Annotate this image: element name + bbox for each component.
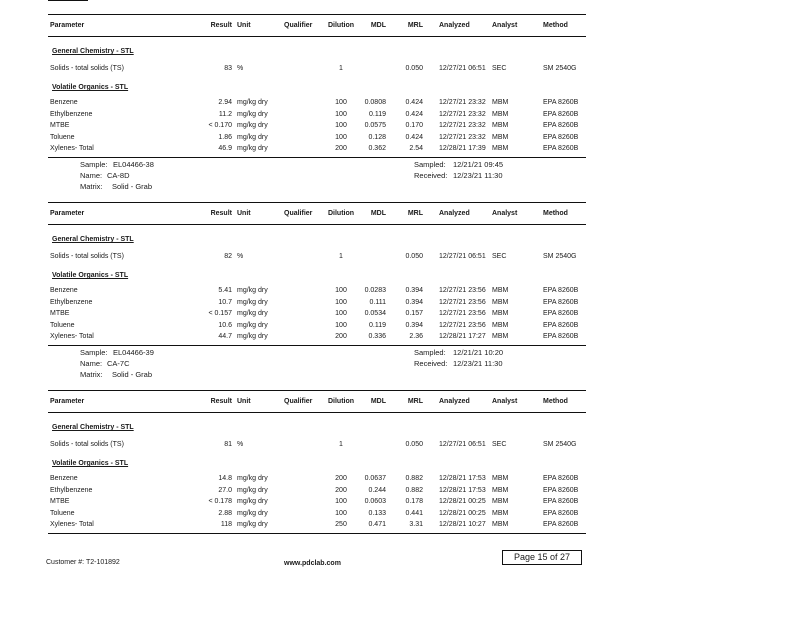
sample-name-label: Name: (80, 171, 103, 180)
voc-cell-analyzed: 12/27/21 23:56 (439, 287, 486, 294)
general-chemistry-heading: General Chemistry - STL (52, 424, 134, 431)
voc-cell-result: 14.8 (218, 475, 232, 482)
sample-id: EL04466-39 (113, 348, 154, 357)
voc-cell-unit: mg/kg dry (237, 509, 268, 517)
voc-cell-parameter: Xylenes- Total (50, 145, 94, 152)
voc-cell-mrl: 0.882 (405, 475, 423, 482)
voc-cell-analyst: MBM (492, 298, 509, 306)
gc-cell-mrl: 0.050 (405, 253, 423, 260)
gc-cell-unit: % (237, 65, 244, 72)
gc-cell-analyzed: 12/27/21 06:51 (439, 441, 486, 448)
voc-cell-method: EPA 8260B (543, 521, 579, 528)
voc-cell-dilution: 100 (335, 133, 347, 141)
gc-cell-method: SM 2540G (543, 441, 577, 448)
voc-cell-analyst: MBM (492, 122, 509, 129)
voc-cell-result: 1.86 (218, 133, 232, 141)
voc-cell-unit: mg/kg dry (237, 498, 268, 505)
voc-cell-mrl: 0.178 (405, 498, 423, 505)
voc-cell-dilution: 100 (335, 298, 347, 306)
voc-cell-method: EPA 8260B (543, 310, 579, 317)
sample-matrix-label: Matrix: (80, 370, 103, 379)
voc-cell-mdl: 0.133 (368, 509, 386, 517)
voc-cell-parameter: Toluene (50, 509, 75, 517)
voc-cell-analyst: MBM (492, 133, 509, 141)
voc-cell-dilution: 200 (335, 145, 347, 152)
voc-cell-method: EPA 8260B (543, 110, 579, 118)
voc-cell-method: EPA 8260B (543, 486, 579, 494)
column-header-parameter: Parameter (50, 398, 85, 405)
gc-cell-analyst: SEC (492, 441, 507, 448)
gc-cell-parameter: Solids - total solids (TS) (50, 65, 124, 72)
voc-cell-mrl: 2.54 (409, 145, 423, 152)
gc-cell-dilution: 1 (339, 441, 343, 448)
voc-cell-dilution: 100 (335, 122, 347, 129)
voc-cell-result: 11.2 (218, 110, 232, 118)
sample-label: Sample: (80, 160, 108, 169)
gc-cell-analyzed: 12/27/21 06:51 (439, 65, 486, 72)
column-header-qualifier: Qualifier (284, 210, 313, 217)
voc-cell-parameter: Xylenes- Total (50, 333, 94, 340)
voc-cell-parameter: MTBE (50, 498, 70, 505)
voc-cell-mdl: 0.0534 (364, 310, 386, 317)
page-number-box: Page 15 of 27 (502, 550, 582, 565)
voc-cell-analyzed: 12/27/21 23:56 (439, 298, 486, 306)
voc-cell-unit: mg/kg dry (237, 475, 268, 482)
voc-cell-method: EPA 8260B (543, 475, 579, 482)
voc-cell-result: 44.7 (218, 333, 232, 340)
column-header-mrl: MRL (407, 398, 423, 405)
section-end-rule (48, 533, 586, 534)
column-header-analyst: Analyst (492, 22, 518, 29)
column-header-method: Method (543, 22, 568, 29)
voc-cell-result: < 0.157 (208, 310, 232, 317)
column-header-unit: Unit (237, 210, 251, 217)
lab-website: www.pdclab.com (284, 560, 341, 567)
sample-matrix-label: Matrix: (80, 182, 103, 191)
column-header-analyzed: Analyzed (439, 22, 470, 29)
voc-cell-analyzed: 12/27/21 23:32 (439, 110, 486, 118)
voc-cell-parameter: Benzene (50, 475, 78, 482)
column-header-mdl: MDL (370, 22, 386, 29)
voc-cell-parameter: MTBE (50, 122, 70, 129)
column-header-analyst: Analyst (492, 398, 518, 405)
cropped-top-rule (48, 0, 88, 1)
voc-cell-method: EPA 8260B (543, 333, 579, 340)
section-end-rule (48, 157, 586, 158)
gc-cell-mrl: 0.050 (405, 65, 423, 72)
column-header-mdl: MDL (370, 210, 386, 217)
column-header-parameter: Parameter (50, 22, 85, 29)
voc-cell-mrl: 0.882 (405, 486, 423, 494)
voc-cell-dilution: 250 (335, 521, 347, 528)
column-header-qualifier: Qualifier (284, 22, 313, 29)
sampled-label: Sampled: (414, 348, 446, 357)
gc-cell-method: SM 2540G (543, 65, 577, 72)
sample-matrix: Solid - Grab (112, 370, 153, 379)
column-header-qualifier: Qualifier (284, 398, 313, 405)
received-label: Received: (414, 359, 448, 368)
voc-cell-analyzed: 12/28/21 00:25 (439, 509, 486, 517)
gc-cell-result: 82 (224, 253, 232, 260)
section-end-rule (48, 345, 586, 346)
voc-cell-result: 46.9 (218, 145, 232, 152)
sample-name: CA-8D (107, 171, 130, 180)
voc-cell-analyst: MBM (492, 310, 509, 317)
voc-cell-analyst: MBM (492, 110, 509, 118)
table-header-top-rule (48, 202, 586, 203)
voc-cell-mdl: 0.0637 (364, 475, 386, 482)
voc-cell-mrl: 0.424 (405, 133, 423, 141)
column-header-parameter: Parameter (50, 210, 85, 217)
voc-cell-unit: mg/kg dry (237, 521, 268, 528)
voc-cell-method: EPA 8260B (543, 509, 579, 517)
column-header-mrl: MRL (407, 22, 423, 29)
voc-cell-mdl: 0.0603 (364, 498, 386, 505)
voc-cell-result: 2.88 (218, 509, 232, 517)
gc-cell-mrl: 0.050 (405, 441, 423, 448)
volatile-organics-heading: Volatile Organics - STL (52, 460, 129, 467)
customer-number: Customer #: T2-101892 (46, 559, 120, 566)
voc-cell-result: 10.6 (218, 321, 232, 329)
table-header-top-rule (48, 14, 586, 15)
voc-cell-result: 118 (220, 521, 232, 528)
voc-cell-unit: mg/kg dry (237, 298, 268, 306)
voc-cell-parameter: MTBE (50, 310, 70, 317)
voc-cell-unit: mg/kg dry (237, 133, 268, 141)
gc-cell-analyst: SEC (492, 65, 507, 72)
voc-cell-parameter: Benzene (50, 287, 78, 294)
volatile-organics-heading: Volatile Organics - STL (52, 272, 129, 279)
voc-cell-dilution: 100 (335, 498, 347, 505)
general-chemistry-heading: General Chemistry - STL (52, 236, 134, 243)
voc-cell-unit: mg/kg dry (237, 287, 268, 294)
column-header-dilution: Dilution (327, 398, 355, 405)
voc-cell-analyst: MBM (492, 498, 509, 505)
voc-cell-analyzed: 12/28/21 00:25 (439, 498, 486, 505)
voc-cell-analyzed: 12/28/21 17:53 (439, 475, 486, 482)
gc-cell-parameter: Solids - total solids (TS) (50, 441, 124, 448)
voc-cell-dilution: 200 (335, 486, 347, 494)
voc-cell-method: EPA 8260B (543, 145, 579, 152)
voc-cell-result: < 0.170 (208, 122, 232, 129)
voc-cell-mrl: 0.170 (405, 122, 423, 129)
gc-cell-parameter: Solids - total solids (TS) (50, 253, 124, 260)
voc-cell-analyst: MBM (492, 99, 509, 106)
column-header-mrl: MRL (407, 210, 423, 217)
column-header-analyzed: Analyzed (439, 398, 470, 405)
gc-cell-analyst: SEC (492, 253, 507, 260)
voc-cell-method: EPA 8260B (543, 298, 579, 306)
voc-cell-unit: mg/kg dry (237, 333, 268, 340)
voc-cell-mdl: 0.244 (368, 486, 386, 494)
voc-cell-unit: mg/kg dry (237, 321, 268, 329)
voc-cell-mrl: 0.394 (405, 321, 423, 329)
voc-cell-mrl: 0.157 (405, 310, 423, 317)
table-header-bottom-rule (48, 224, 586, 225)
voc-cell-method: EPA 8260B (543, 321, 579, 329)
sample-name-label: Name: (80, 359, 103, 368)
sampled-date: 12/21/21 10:20 (453, 348, 504, 357)
voc-cell-mdl: 0.0283 (364, 287, 386, 294)
voc-cell-mdl: 0.471 (368, 521, 386, 528)
sample-label: Sample: (80, 348, 108, 357)
voc-cell-result: 27.0 (218, 486, 232, 494)
sample-matrix: Solid - Grab (112, 182, 153, 191)
voc-cell-mdl: 0.0808 (364, 99, 386, 106)
voc-cell-dilution: 100 (335, 287, 347, 294)
column-header-dilution: Dilution (327, 210, 355, 217)
voc-cell-analyst: MBM (492, 321, 509, 329)
column-header-result: Result (210, 210, 232, 217)
voc-cell-analyst: MBM (492, 475, 509, 482)
voc-cell-result: 10.7 (218, 298, 232, 306)
voc-cell-parameter: Ethylbenzene (50, 486, 93, 494)
voc-cell-analyst: MBM (492, 521, 509, 528)
gc-cell-unit: % (237, 441, 244, 448)
voc-cell-dilution: 200 (335, 475, 347, 482)
voc-cell-method: EPA 8260B (543, 122, 579, 129)
voc-cell-mdl: 0.336 (368, 333, 386, 340)
column-header-unit: Unit (237, 22, 251, 29)
voc-cell-result: 2.94 (218, 99, 232, 106)
column-header-analyzed: Analyzed (439, 210, 470, 217)
voc-cell-analyzed: 12/27/21 23:32 (439, 99, 486, 106)
voc-cell-analyst: MBM (492, 509, 509, 517)
voc-cell-mdl: 0.111 (369, 298, 386, 306)
voc-cell-mrl: 3.31 (409, 521, 423, 528)
column-header-analyst: Analyst (492, 210, 518, 217)
received-label: Received: (414, 171, 448, 180)
voc-cell-analyst: MBM (492, 145, 509, 152)
column-header-method: Method (543, 210, 568, 217)
voc-cell-parameter: Toluene (50, 321, 75, 329)
voc-cell-analyst: MBM (492, 486, 509, 494)
voc-cell-dilution: 100 (335, 509, 347, 517)
table-header-bottom-rule (48, 36, 586, 37)
voc-cell-unit: mg/kg dry (237, 145, 268, 152)
voc-cell-method: EPA 8260B (543, 133, 579, 141)
voc-cell-dilution: 100 (335, 99, 347, 106)
voc-cell-unit: mg/kg dry (237, 99, 268, 106)
voc-cell-analyzed: 12/28/21 17:27 (439, 333, 486, 340)
voc-cell-analyzed: 12/27/21 23:56 (439, 310, 486, 317)
voc-cell-mdl: 0.362 (368, 145, 386, 152)
voc-cell-mrl: 0.424 (405, 99, 423, 106)
voc-cell-analyzed: 12/27/21 23:56 (439, 321, 486, 329)
voc-cell-mrl: 0.424 (405, 110, 423, 118)
voc-cell-dilution: 100 (335, 110, 347, 118)
sample-id: EL04466-38 (113, 160, 154, 169)
voc-cell-mrl: 2.36 (409, 333, 423, 340)
gc-cell-dilution: 1 (339, 65, 343, 72)
voc-cell-analyzed: 12/27/21 23:32 (439, 133, 486, 141)
sampled-label: Sampled: (414, 160, 446, 169)
voc-cell-method: EPA 8260B (543, 99, 579, 106)
gc-cell-analyzed: 12/27/21 06:51 (439, 253, 486, 260)
voc-cell-result: 5.41 (218, 287, 232, 294)
column-header-unit: Unit (237, 398, 251, 405)
gc-cell-result: 81 (224, 441, 232, 448)
voc-cell-analyzed: 12/28/21 17:53 (439, 486, 486, 494)
voc-cell-mdl: 0.119 (369, 321, 386, 329)
volatile-organics-heading: Volatile Organics - STL (52, 84, 129, 91)
voc-cell-parameter: Ethylbenzene (50, 298, 93, 306)
column-header-mdl: MDL (370, 398, 386, 405)
voc-cell-analyst: MBM (492, 287, 509, 294)
column-header-dilution: Dilution (327, 22, 355, 29)
gc-cell-method: SM 2540G (543, 253, 577, 260)
gc-cell-result: 83 (224, 65, 232, 72)
voc-cell-unit: mg/kg dry (237, 122, 268, 129)
sampled-date: 12/21/21 09:45 (453, 160, 504, 169)
voc-cell-analyst: MBM (492, 333, 509, 340)
voc-cell-mrl: 0.394 (405, 287, 423, 294)
column-header-result: Result (210, 22, 232, 29)
voc-cell-analyzed: 12/28/21 10:27 (439, 521, 486, 528)
general-chemistry-heading: General Chemistry - STL (52, 48, 134, 55)
voc-cell-dilution: 200 (335, 333, 347, 340)
voc-cell-parameter: Benzene (50, 99, 78, 106)
voc-cell-parameter: Toluene (50, 133, 75, 141)
column-header-result: Result (210, 398, 232, 405)
voc-cell-dilution: 100 (335, 321, 347, 329)
voc-cell-result: < 0.178 (208, 498, 232, 505)
sample-name: CA-7C (107, 359, 130, 368)
voc-cell-parameter: Xylenes- Total (50, 521, 94, 528)
voc-cell-unit: mg/kg dry (237, 486, 268, 494)
voc-cell-mdl: 0.0575 (364, 122, 386, 129)
voc-cell-dilution: 100 (335, 310, 347, 317)
voc-cell-mrl: 0.394 (405, 298, 423, 306)
voc-cell-unit: mg/kg dry (237, 110, 268, 118)
table-header-bottom-rule (48, 412, 586, 413)
gc-cell-unit: % (237, 253, 244, 260)
voc-cell-analyzed: 12/28/21 17:39 (439, 145, 486, 152)
voc-cell-analyzed: 12/27/21 23:32 (439, 122, 486, 129)
voc-cell-method: EPA 8260B (543, 287, 579, 294)
table-header-top-rule (48, 390, 586, 391)
received-date: 12/23/21 11:30 (453, 359, 503, 368)
voc-cell-unit: mg/kg dry (237, 310, 268, 317)
received-date: 12/23/21 11:30 (453, 171, 503, 180)
voc-cell-parameter: Ethylbenzene (50, 110, 93, 118)
column-header-method: Method (543, 398, 568, 405)
voc-cell-mdl: 0.128 (368, 133, 386, 141)
gc-cell-dilution: 1 (339, 253, 343, 260)
voc-cell-method: EPA 8260B (543, 498, 579, 505)
voc-cell-mdl: 0.119 (369, 110, 386, 118)
voc-cell-mrl: 0.441 (405, 509, 423, 517)
